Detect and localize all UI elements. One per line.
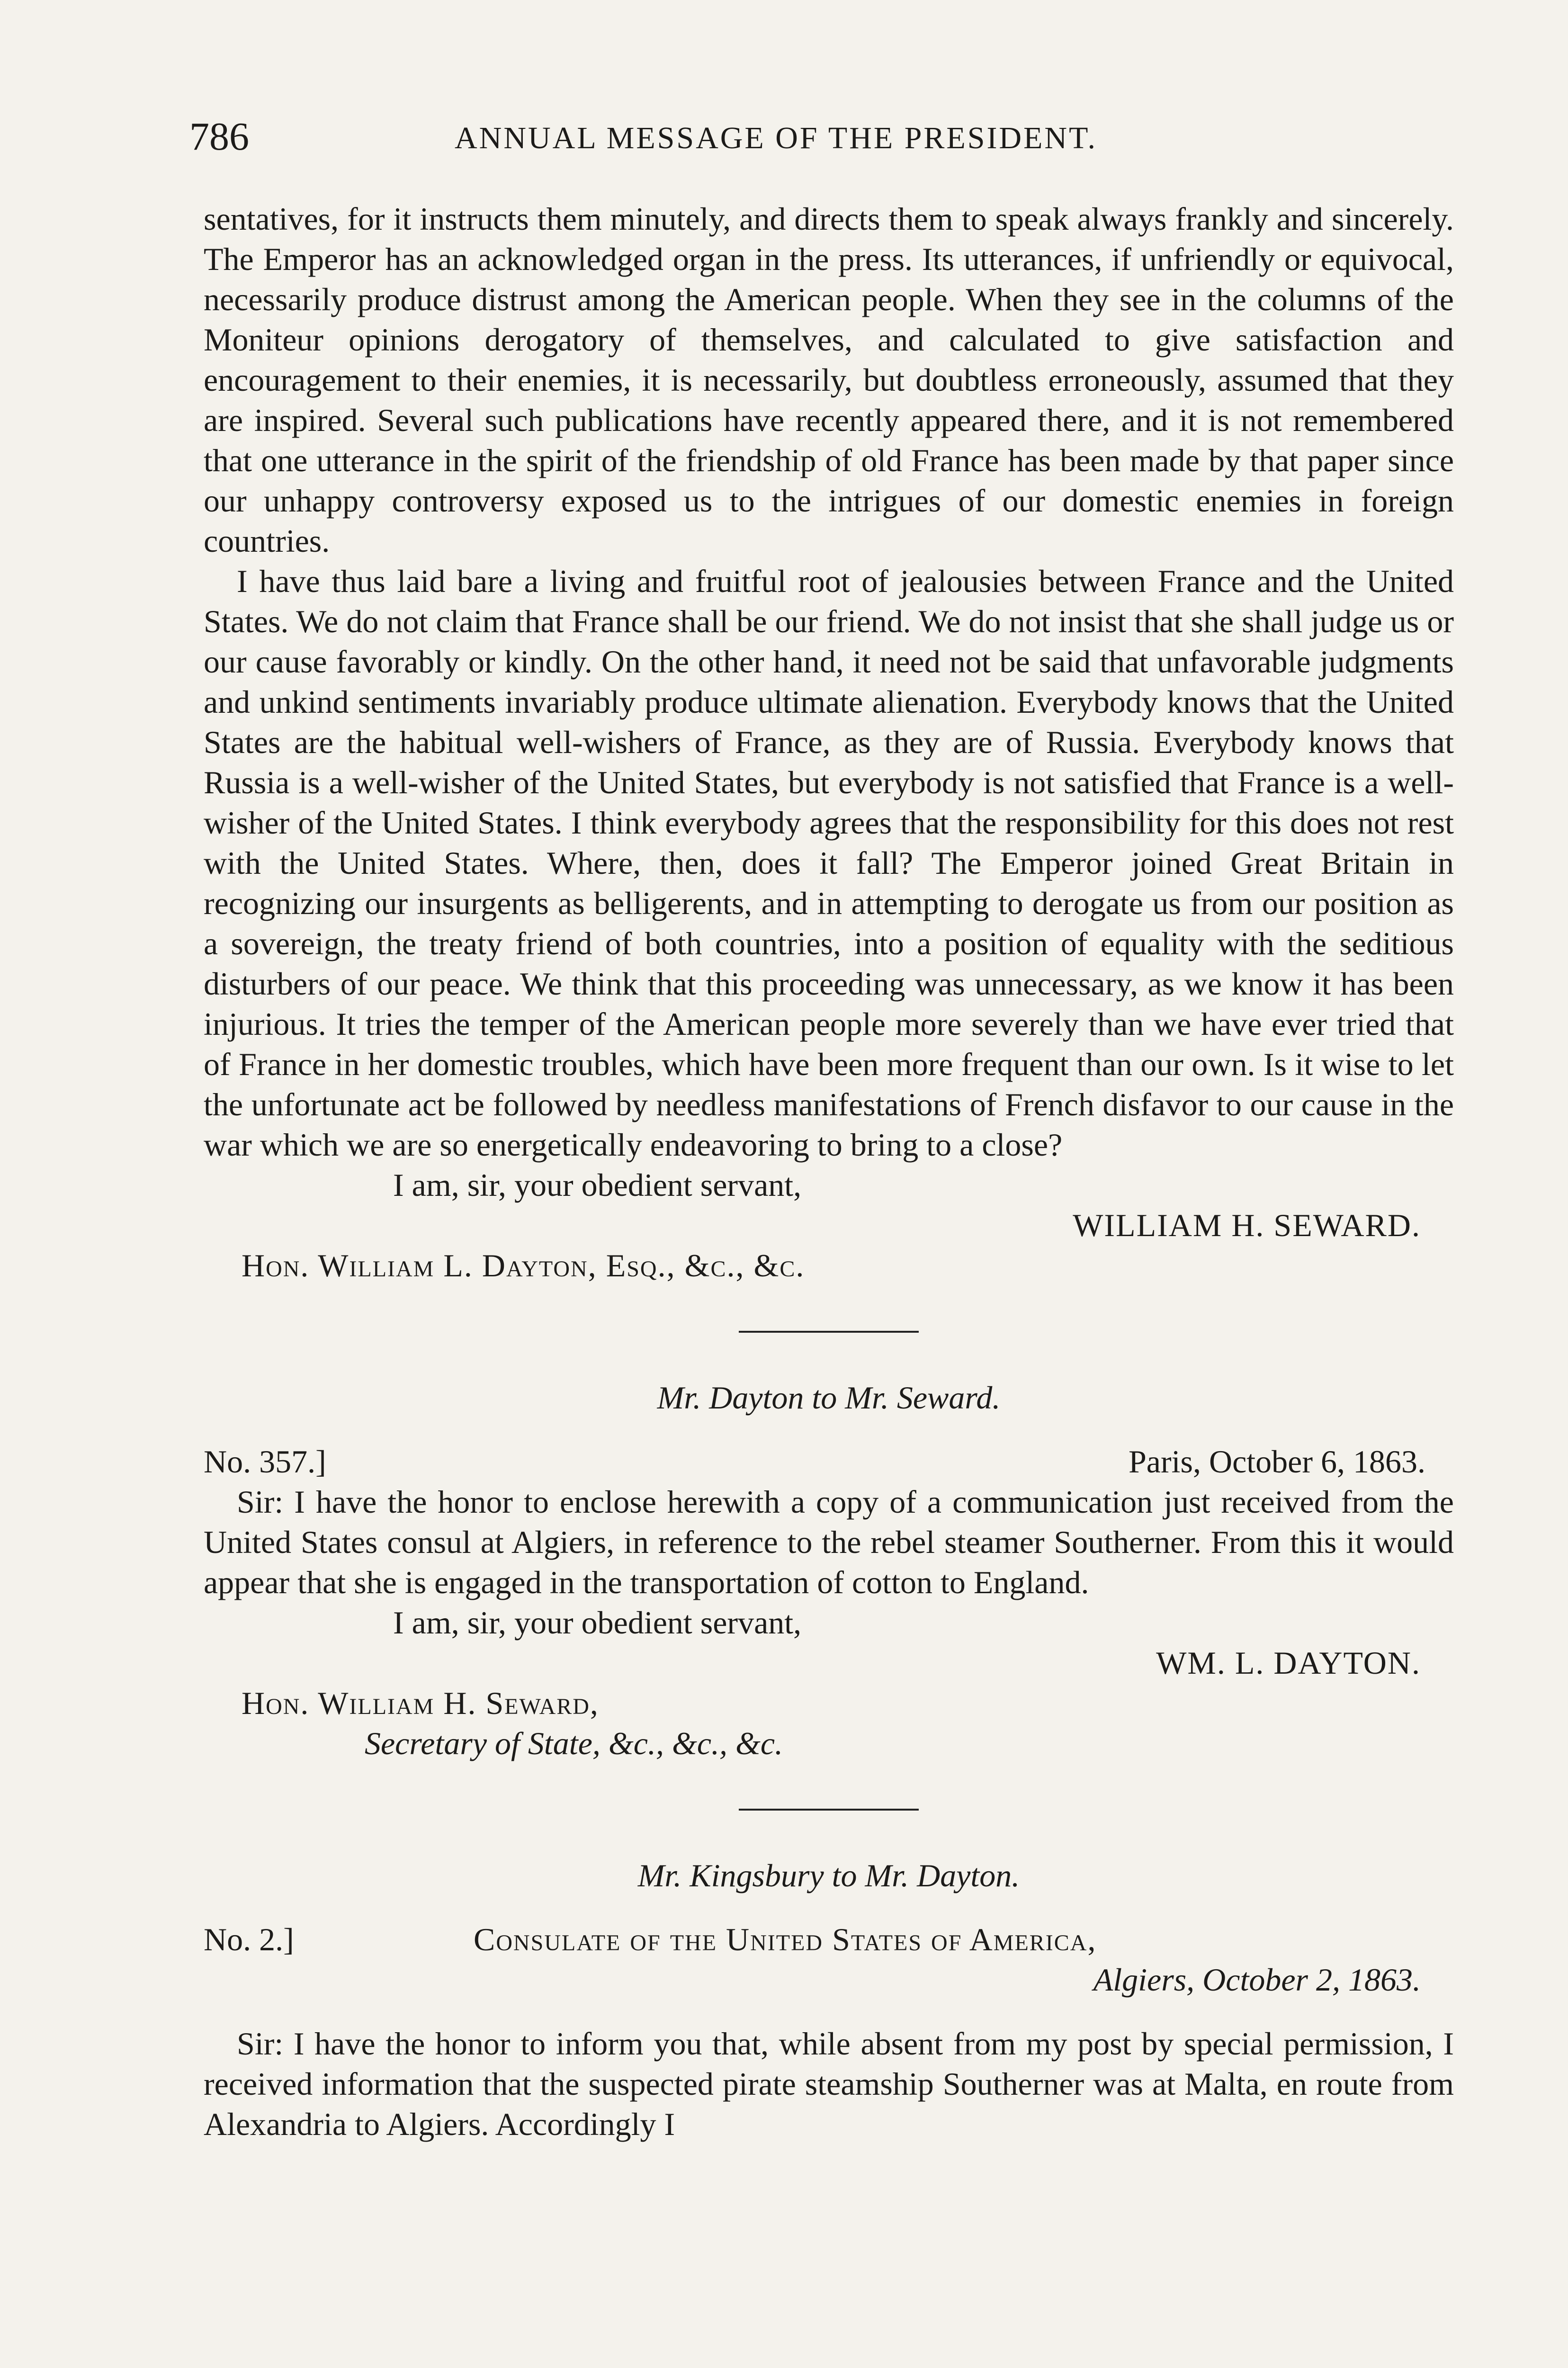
page-body: [204, 199, 1454, 2144]
consulate-name: Consulate of the United States of America,: [474, 1921, 1097, 1957]
page-header: [189, 114, 1468, 166]
kingsbury-letter-heading: Mr. Kingsbury to Mr. Dayton.: [637, 1857, 1020, 1893]
dayton-signature: WM. L. DAYTON.: [1156, 1645, 1421, 1681]
seward-paragraph-1: sentatives, for it instructs them minutely, and directs them to speak always frankly and sincerely. The Emperor has an acknowledged organ in the press. Its utterances, if unfriendly or equivocal, necessarily produce distrust among the American people. When they see in the columns of the Moniteur opinions derogatory of themselves, and calculated to give satisfaction and encouragement to their enemies, it is necessarily, but doubtless erroneously, assumed that they are inspired. Several such publications have recently appeared there, and it is not remembered that one utterance in the spirit of the friendship of old France has been made by that paper since our unhappy controversy exposed us to the intrigues of our domestic enemies in foreign countries.: [204, 201, 1454, 559]
page-number: 786: [189, 115, 249, 159]
dayton-body: Sir: I have the honor to enclose herewith a copy of a communication just received from the United States consul at Algiers, in reference to the rebel steamer Southerner. From this it would appear that she is engaged in the transportation of cotton to England.: [204, 1484, 1454, 1600]
kingsbury-header-row: [204, 1920, 1454, 1960]
seward-addressee: Hon. William L. Dayton, Esq., &c., &c.: [242, 1247, 805, 1283]
seward-paragraph-2: I have thus laid bare a living and fruitful root of jealousies between France and the United States. We do not claim that France shall be our friend. We do not insist that she shall judge us or our cause favorably or kindly. On the other hand, it need not be said that unfavorable judgments and unkind sentiments invariably produce ultimate alienation. Everybody knows that the United States are the habitual well-wishers of France, as they are of Russia. Everybody knows that Russia is a well-wisher of the United States, but everybody is not satisfied that France is a well-wisher of the United States. I think everybody agrees that the responsibility for this does not rest with the United States. Where, then, does it fall? The Emperor joined Great Britain in recognizing our insurgents as belligerents, and in attempting to derogate us from our position as a sovereign, the treaty friend of both countries, into a position of equality with the seditious disturbers of our peace. We think that this proceeding was unnecessary, as we know it has been injurious. It tries the temper of the American people more severely than we have ever tried that of France in her domestic troubles, which have been more frequent than our own. Is it wise to let the unfortunate act be followed by needless manifestations of French disfavor to our cause in the war which we are so energetically endeavoring to bring to a close?: [204, 563, 1454, 1163]
dayton-addressee-title: Secretary of State, &c., &c., &c.: [365, 1725, 783, 1761]
section-divider-2: [739, 1809, 919, 1811]
kingsbury-letter-number: No. 2.]: [204, 1921, 294, 1957]
spacer: [204, 2000, 1454, 2024]
dayton-dateline-row: [204, 1442, 1454, 1482]
kingsbury-body: Sir: I have the honor to inform you that, while absent from my post by special permission, I received information that the suspected pirate steamship Southerner was at Malta, en route from Alexandria to Algiers. Accordingly I: [204, 2026, 1454, 2142]
section-divider: [739, 1331, 919, 1333]
seward-closing: I am, sir, your obedient servant,: [393, 1167, 802, 1203]
dayton-addressee: Hon. William H. Seward,: [242, 1685, 599, 1721]
dayton-letter-number: No. 357.]: [204, 1444, 326, 1480]
kingsbury-place-date: Algiers, October 2, 1863.: [1093, 1962, 1421, 1998]
running-title: ANNUAL MESSAGE OF THE PRESIDENT.: [455, 121, 1097, 155]
seward-signature: WILLIAM H. SEWARD.: [1073, 1207, 1421, 1243]
dayton-letter-heading: Mr. Dayton to Mr. Seward.: [657, 1380, 1001, 1416]
dayton-dateline: Paris, October 6, 1863.: [1128, 1444, 1425, 1480]
dayton-closing: I am, sir, your obedient servant,: [393, 1605, 802, 1641]
